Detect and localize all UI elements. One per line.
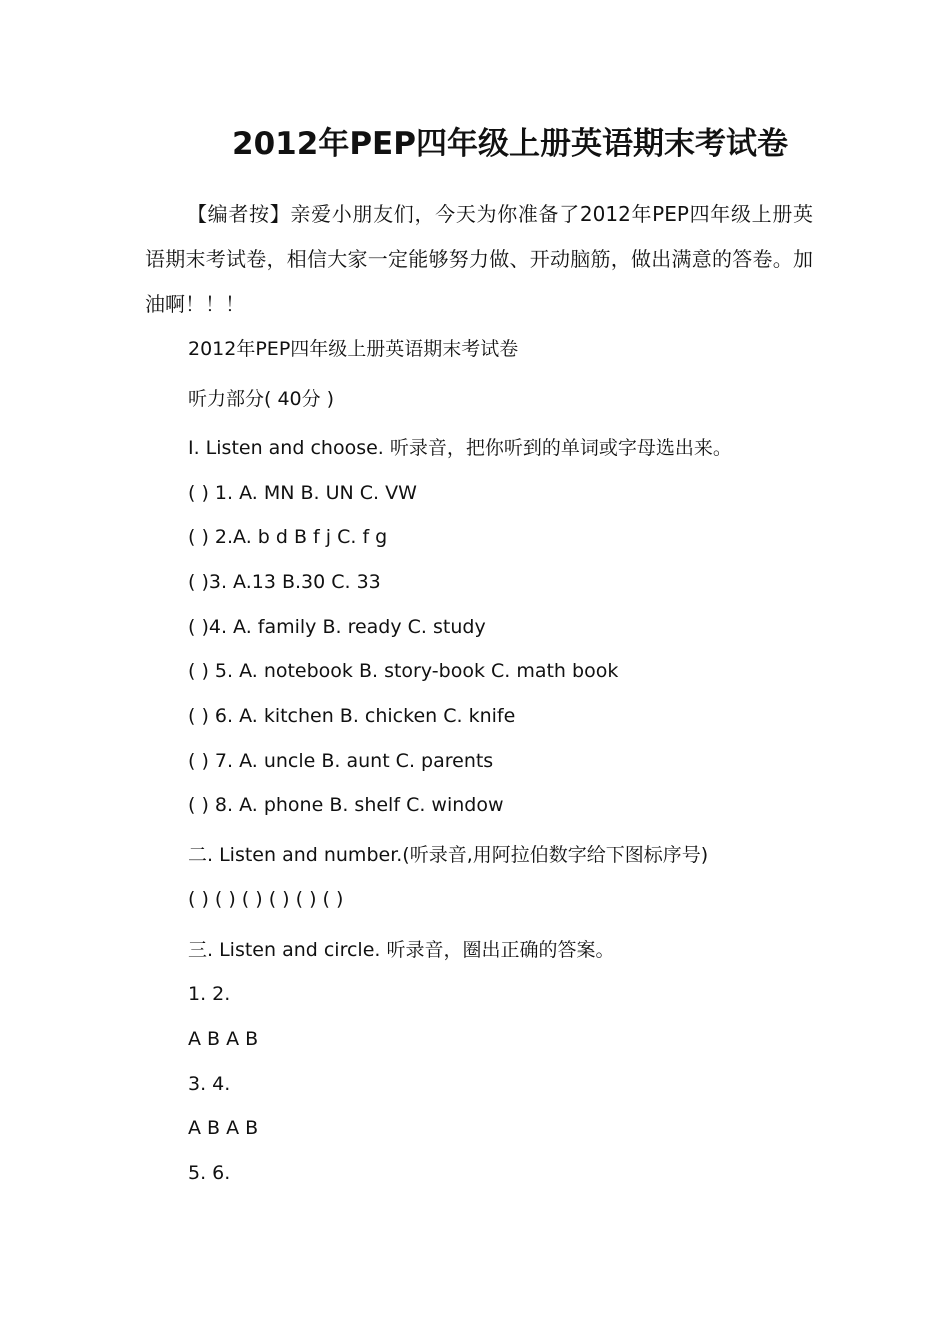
question-item: ( )4. A. family B. ready C. study: [188, 616, 486, 638]
question-item: ( ) 6. A. kitchen B. chicken C. knife: [188, 705, 516, 727]
question-numbers: 5. 6.: [188, 1162, 231, 1184]
part-2-instruction: 二. Listen and number.(听录音,用阿拉伯数字给下图标序号): [188, 844, 709, 866]
question-numbers: 3. 4.: [188, 1073, 231, 1095]
question-item: ( ) 7. A. uncle B. aunt C. parents: [188, 750, 494, 772]
answer-blanks: ( ) ( ) ( ) ( ) ( ) ( ): [188, 888, 344, 910]
exam-subtitle: 2012年PEP四年级上册英语期末考试卷: [188, 338, 519, 360]
question-item: ( ) 8. A. phone B. shelf C. window: [188, 794, 504, 816]
part-1-instruction: I. Listen and choose. 听录音，把你听到的单词或字母选出来。: [188, 437, 732, 459]
answer-options: A B A B: [188, 1117, 259, 1139]
question-item: ( ) 5. A. notebook B. story-book C. math book: [188, 660, 619, 682]
section-listening-heading: 听力部分( 40分 ): [188, 388, 335, 410]
question-item: ( )3. A.13 B.30 C. 33: [188, 571, 381, 593]
question-item: ( ) 1. A. MN B. UN C. VW: [188, 482, 417, 504]
editor-note-paragraph: 【编者按】亲爱小朋友们，今天为你准备了2012年PEP四年级上册英语期末考试卷，相信大家一定能够努力做、开动脑筋，做出满意的答卷。加油啊！！！: [145, 202, 813, 316]
answer-options: A B A B: [188, 1028, 259, 1050]
part-3-instruction: 三. Listen and circle. 听录音，圈出正确的答案。: [188, 939, 615, 961]
question-numbers: 1. 2.: [188, 983, 231, 1005]
question-item: ( ) 2.A. b d B f j C. f g: [188, 526, 388, 548]
document-title: 2012年PEP四年级上册英语期末考试卷: [232, 126, 788, 162]
